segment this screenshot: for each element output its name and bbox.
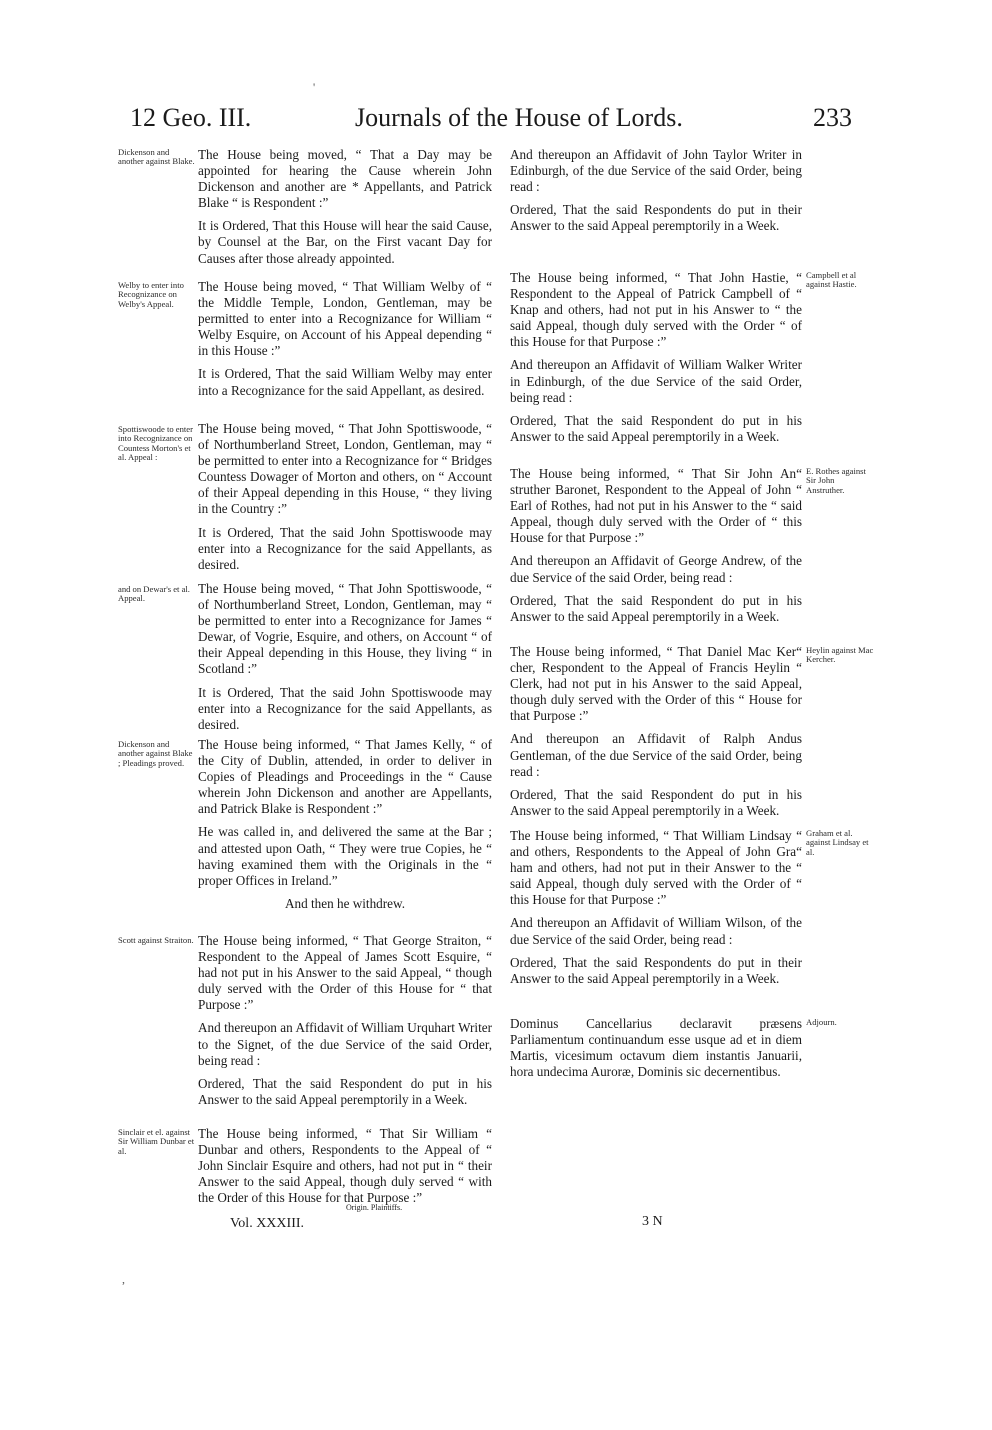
margin-note: Welby to enter into Recognizance on Welby's Appeal.	[118, 280, 184, 309]
entry-block	[510, 466, 802, 632]
paragraph: The House being informed, “ That George Straiton, “ Respondent to the Appeal of James Scott Esquire, “ had not put in his Answer to the said Appeal, “ though duly served with the Order of this House for “ that Purpose :”	[198, 933, 492, 1013]
margin-note: Spottiswoode to enter into Recognizance on Countess Morton's et al. Appeal :	[118, 424, 193, 463]
paragraph: Ordered, That the said Respondent do put in his Answer to the said Appeal peremptorily in a Week.	[198, 1075, 492, 1107]
paragraph: The House being moved, “ That John Spottiswoode, “ of Northumberland Street, London, Gentleman, may “ be permitted to enter into a Recognizance for “ Bridges Countess Dowager of Morton and others, on “ Account of their Appeal depending in this House, “ they living in the Country :”	[198, 421, 492, 517]
entry-block	[510, 644, 802, 826]
paragraph: The House being informed, “ That Daniel Mac Ker“ cher, Respondent to the Appeal of Francis Heylin “ Clerk, had not put in his Answer to the said Appeal, though duly served with the Order of this “ House for that Purpose :”	[510, 644, 802, 724]
paragraph: The House being informed, “ That Sir William “ Dunbar and others, Respondents to the Appeal of “ John Sinclair Esquire and others, had not put in “ their Answer to the said Appeal, though duly served “ with the Order of this House for that Purpose :”	[198, 1126, 492, 1206]
margin-note: Adjourn.	[806, 1017, 837, 1027]
paragraph: The House being informed, “ That James Kelly, “ of the City of Dublin, attended, in order to deliver in Copies of Pleadings and Proceedings in the “ Cause wherein John Dickenson and another are Appellants, and Patrick Blake is Respondent :”	[198, 737, 492, 817]
margin-note: Scott against Straiton.	[118, 935, 194, 945]
margin-note: Dickenson and another against Blake.	[118, 147, 195, 167]
paragraph: The House being informed, “ That John Hastie, “ Respondent to the Appeal of Patrick Campbell of “ Knap and others, had not put in his Answer to “ the said Appeal, though duly served with the Order “ of this House for that Purpose :”	[510, 270, 802, 350]
paragraph: And thereupon an Affidavit of William Wilson, of the due Service of the said Order, being read :	[510, 915, 802, 947]
volume-label: Vol. XXXIII.	[230, 1216, 305, 1231]
page-number: 233	[813, 103, 852, 132]
margin-note: and on Dewar's et al. Appeal.	[118, 584, 190, 604]
paragraph: It is Ordered, That this House will hear the said Cause, by Counsel at the Bar, on the First vacant Day for Causes after those already appointed.	[198, 218, 492, 266]
margin-note: Sinclair et el. against Sir William Dunbar et al.	[118, 1127, 195, 1156]
entry-block	[510, 828, 802, 994]
print-mark: ,	[122, 1272, 125, 1286]
paragraph: It is Ordered, That the said William Welby may enter into a Recognizance for the said Appellant, as desired.	[198, 366, 492, 398]
paragraph: And thereupon an Affidavit of John Taylor Writer in Edinburgh, of the due Service of the said Order, being read :	[510, 147, 802, 195]
entry-block	[198, 147, 492, 274]
paragraph: Ordered, That the said Respondents do put in their Answer to the said Appeal peremptorily in a Week.	[510, 954, 802, 986]
paragraph: And thereupon an Affidavit of William Walker Writer in Edinburgh, of the due Service of the said Order, being read :	[510, 357, 802, 405]
entry-block	[198, 933, 492, 1115]
paragraph: It is Ordered, That the said John Spottiswoode may enter into a Recognizance for the said Appellants, as desired.	[198, 684, 492, 732]
footnote: Origin. Plaintiffs.	[346, 1203, 403, 1212]
margin-note: Campbell et al against Hastie.	[806, 270, 857, 290]
regnal-year: 12 Geo. III.	[130, 103, 252, 132]
margin-note: Dickenson and another against Blake ; Pleadings proved.	[118, 739, 193, 768]
entry-block	[198, 279, 492, 406]
entry-block	[198, 737, 492, 919]
paragraph: Ordered, That the said Respondent do put in his Answer to the said Appeal peremptorily in a Week.	[510, 412, 802, 444]
entry-block	[198, 1126, 492, 1213]
margin-note: E. Rothes against Sir John Anstruther.	[806, 466, 866, 495]
entry-block	[198, 421, 492, 580]
paragraph: Ordered, That the said Respondents do put in their Answer to the said Appeal peremptorily in a Week.	[510, 202, 802, 234]
margin-note: Heylin against Mac Kercher.	[806, 645, 874, 665]
paragraph: Ordered, That the said Respondent do put in his Answer to the said Appeal peremptorily in a Week.	[510, 786, 802, 818]
margin-note: Graham et al. against Lindsay et al.	[806, 828, 869, 857]
entry-block	[510, 270, 802, 452]
paragraph: The House being moved, “ That a Day may be appointed for hearing the Cause wherein John Dickenson and another are * Appellants, and Patrick Blake “ is Respondent :”	[198, 147, 492, 211]
paragraph: The House being moved, “ That John Spottiswoode, “ of Northumberland Street, London, Gentleman, may “ be permitted to enter into a Recognizance for James “ Dewar, of Vogrie, Esquire, and others, on Account “ of their Appeal depending in this House, they living “ in Scotland :”	[198, 581, 492, 677]
paragraph: And then he withdrew.	[284, 895, 405, 911]
paragraph: And thereupon an Affidavit of William Urquhart Writer to the Signet, of the due Service of the said Order, being read :	[198, 1020, 492, 1068]
paragraph: Dominus Cancellarius declaravit præsens Parliamentum continuandum esse usque ad et in diem Martis, vicesimum octavum diem instantis Januarii, hora undecima Auroræ, Dominis sic decernentibus.	[510, 1016, 802, 1080]
paragraph: The House being informed, “ That William Lindsay “ and others, Respondents to the Appeal of John Gra“ ham and others, had not put in their Answer to the “ said Appeal, though duly served with the Order of “ this House for that Purpose :”	[510, 828, 802, 908]
paragraph: And thereupon an Affidavit of Ralph Andus Gentleman, of the due Service of the said Order, being read :	[510, 731, 802, 779]
paragraph: He was called in, and delivered the same at the Bar ; and attested upon Oath, “ They were true Copies, he “ having examined them with the Originals in the “ proper Offices in Ireland.”	[198, 824, 492, 888]
paragraph: And thereupon an Affidavit of George Andrew, of the due Service of the said Order, being read :	[510, 553, 802, 585]
paragraph: The House being moved, “ That William Welby of “ the Middle Temple, London, Gentleman, may be permitted to enter into a Recognizance for William “ Welby Esquire, on Account of his Appeal depending “ in this House :”	[198, 279, 492, 359]
entry-block	[510, 1016, 802, 1087]
paragraph: The House being informed, “ That Sir John An“ struther Baronet, Respondent to the Appeal of John “ Earl of Rothes, had not put in his Answer to the “ said Appeal, though duly served with the Order of “ this House for that Purpose :”	[510, 466, 802, 546]
signature-mark: 3 N	[642, 1214, 663, 1229]
print-mark: '	[313, 80, 316, 94]
paragraph: Ordered, That the said Respondent do put in his Answer to the said Appeal peremptorily in a Week.	[510, 592, 802, 624]
page-title: Journals of the House of Lords.	[355, 103, 683, 132]
paragraph: It is Ordered, That the said John Spottiswoode may enter into a Recognizance for the said Appellants, as desired.	[198, 524, 492, 572]
entry-block	[510, 147, 802, 241]
entry-block	[198, 581, 492, 740]
